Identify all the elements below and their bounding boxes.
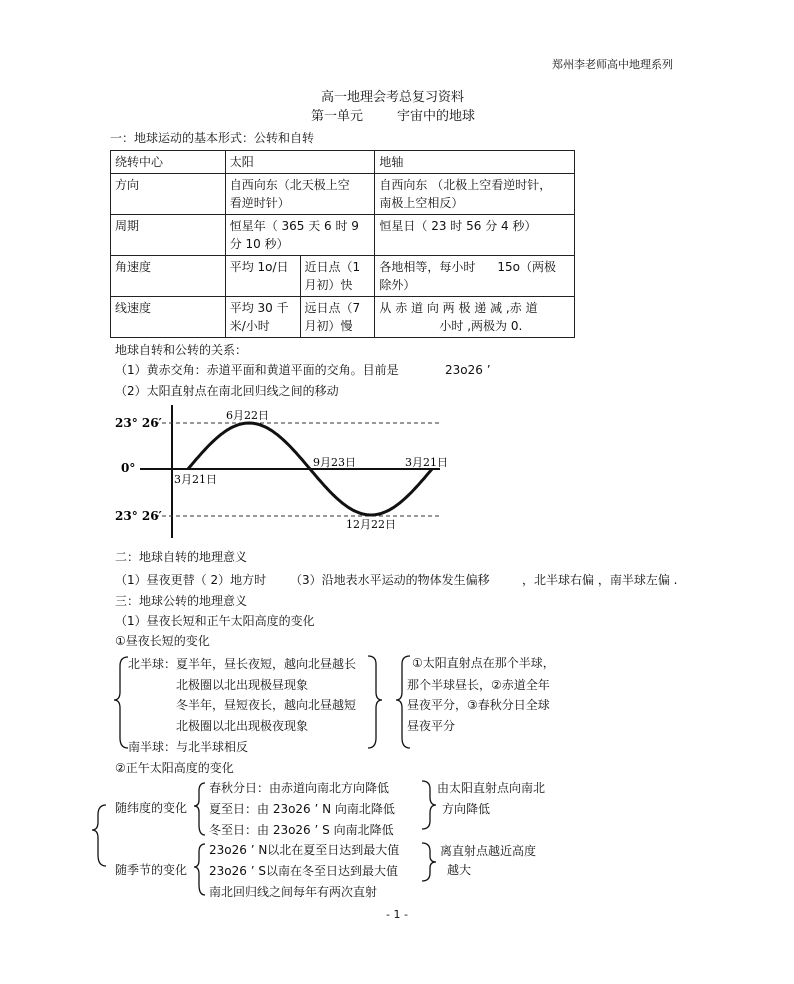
latitude-note: 由太阳直射点向南北 <box>437 781 546 795</box>
sun-height-title: ②正午太阳高度的变化 <box>115 761 234 775</box>
sun-path-curve <box>188 423 432 515</box>
table-cell: 线速度 <box>111 297 226 338</box>
section3-heading: 三：地球公转的地理意义 <box>115 594 248 608</box>
relation-item-2: （2）太阳直射点在南北回归线之间的移动 <box>115 384 339 398</box>
relation-heading: 地球自转和公转的关系： <box>115 343 248 357</box>
latitude-item: 冬至日：由 23o26 ’ S 向南北降低 <box>209 823 394 837</box>
page-number: - 1 - <box>386 908 408 921</box>
page-title: 高一地理会考总复习资料 <box>321 90 465 105</box>
section2-line-c: ，北半球右偏 ，南半球左偏 . <box>522 573 678 587</box>
table-cell: 绕转中心 <box>111 151 226 174</box>
relation-item-1-value: 23o26 ’ <box>445 363 491 377</box>
north-line: 北极圈以北出现极夜现象 <box>176 719 309 733</box>
section2-line-a: （1）昼夜更替（ 2）地方时 <box>115 573 267 587</box>
table-cell: 地轴 <box>375 151 575 174</box>
section3-sub1: （1）昼夜长短和正午太阳高度的变化 <box>115 614 315 628</box>
season-item: 南北回归线之间每年有两次直射 <box>209 885 378 899</box>
table-cell: 恒星年（ 365 天 6 时 9 分 10 秒） <box>225 215 375 256</box>
table-row <box>111 174 575 215</box>
table-cell: 平均 1o/日 <box>225 256 300 297</box>
table-cell: 太阳 <box>225 151 375 174</box>
note-line: ①太阳直射点在那个半球， <box>412 656 555 670</box>
season-brace <box>194 844 205 895</box>
outer-brace <box>92 805 106 866</box>
season-note: 越大 <box>447 863 472 877</box>
ylabel-south: 23° 26′ <box>115 509 162 523</box>
table-cell: 平均 30 千 米/小时 <box>225 297 300 338</box>
season-item: 23o26 ’ N以北在夏至日达到最大值 <box>209 843 400 857</box>
table-cell: 自西向东（北天极上空 看逆时针） <box>225 174 375 215</box>
table-row <box>111 256 575 297</box>
x-label: 12月22日 <box>346 518 396 531</box>
section2-line-b: （3）沿地表水平运动的物体发生偏移 <box>290 573 490 587</box>
table-cell: 周期 <box>111 215 226 256</box>
table-cell: 方向 <box>111 174 226 215</box>
x-label: 3月21日 <box>174 473 217 486</box>
x-label: 3月21日 <box>405 456 448 469</box>
note-line: 昼夜平分，③春秋分日全球 <box>407 698 550 712</box>
table-cell: 恒星日（ 23 时 56 分 4 秒） <box>375 215 575 256</box>
latitude-item: 春秋分日：由赤道向南北方向降低 <box>209 781 390 795</box>
table-cell: 角速度 <box>111 256 226 297</box>
table-cell: 从 赤 道 向 两 极 递 减 ,赤 道 小时 ,两极为 0. <box>375 297 575 338</box>
season-item: 23o26 ’ S以南在冬至日达到最大值 <box>209 864 398 878</box>
table-cell: 远日点（7 月初）慢 <box>300 297 375 338</box>
left-brace <box>114 657 128 748</box>
north-line: 冬半年，昼短夜长，越向北昼越短 <box>176 698 357 712</box>
section1-heading: 一：地球运动的基本形式：公转和自转 <box>110 131 315 145</box>
table-cell: 近日点（1 月初）快 <box>300 256 375 297</box>
section2-heading: 二：地球自转的地理意义 <box>115 550 248 564</box>
latitude-label: 随纬度的变化 <box>115 801 188 815</box>
lat-right-brace <box>422 781 436 829</box>
right-brace <box>368 656 382 748</box>
south-line: 南半球：与北半球相反 <box>128 740 249 754</box>
note-line: 那个半球昼长，②赤道全年 <box>407 678 550 692</box>
season-note: 离直射点越近高度 <box>440 844 537 858</box>
latitude-note: 方向降低 <box>442 802 491 816</box>
daylength-title: ①昼夜长短的变化 <box>115 634 210 648</box>
unit-name: 第一单元 <box>311 109 364 124</box>
season-right-brace <box>422 843 436 881</box>
ylabel-north: 23° 26′ <box>115 416 162 430</box>
season-label: 随季节的变化 <box>115 863 188 877</box>
north-line: 北半球：夏半年，昼长夜短，越向北昼越长 <box>128 657 357 671</box>
table-row <box>111 297 575 338</box>
table-row <box>111 215 575 256</box>
motion-table <box>110 150 575 338</box>
table-cell: 各地相等，每小时 15o（两极 除外） <box>375 256 575 297</box>
note-line: 昼夜平分 <box>407 719 456 733</box>
unit-topic: 宇宙中的地球 <box>397 109 476 124</box>
latitude-item: 夏至日：由 23o26 ’ N 向南北降低 <box>209 802 395 816</box>
ylabel-equator: 0° <box>121 461 136 475</box>
series-header: 郑州李老师高中地理系列 <box>552 58 673 71</box>
relation-item-1: （1）黄赤交角：赤道平面和黄道平面的交角。目前是 <box>115 363 399 377</box>
north-line: 北极圈以北出现极昼现象 <box>176 678 309 692</box>
x-label: 6月22日 <box>226 409 269 422</box>
lat-brace <box>194 783 205 835</box>
x-label: 9月23日 <box>313 456 356 469</box>
table-cell: 自西向东 （北极上空看逆时针， 南极上空相反） <box>375 174 575 215</box>
table-row <box>111 151 575 174</box>
